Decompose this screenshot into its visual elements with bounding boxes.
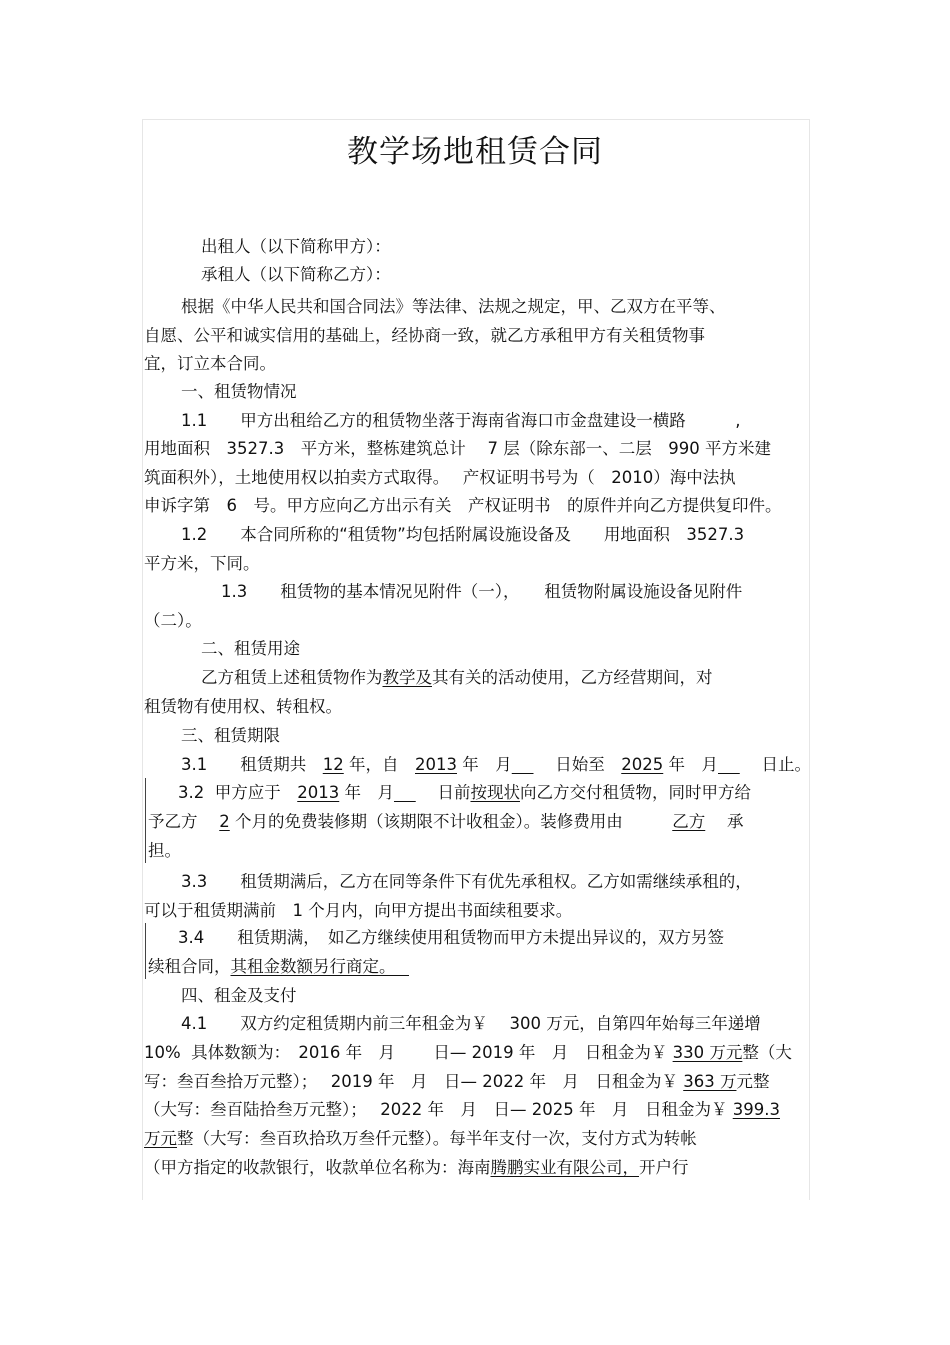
clause-3-3-line-1: 3.3 租赁期满后，乙方在同等条件下有优先承租权。乙方如需继续承租的， [181, 872, 752, 891]
clause-1-3-line-2: （二）。 [144, 611, 202, 630]
preamble-line-3: 宜，订立本合同。 [144, 354, 276, 373]
section-1-heading: 一、租赁物情况 [181, 382, 297, 401]
clause-3-1: 3.1 租赁期共 12 年，自 2013 年 月 日始至 2025 年 月 日止。 [181, 755, 811, 774]
clause-4-1-line-2: 10% 具体数额为： 2016 年 月 日— 2019 年 月 日租金为￥ 330 万元整（大 [144, 1043, 792, 1062]
clause-1-1-line-4: 申诉字第 6 号。甲方应向乙方出示有关 产权证明书 的原件并向乙方提供复印件。 [144, 496, 782, 515]
preamble-line-2: 自愿、公平和诚实信用的基础上，经协商一致，就乙方承租甲方有关租赁物事 [144, 326, 705, 345]
clause-1-1-line-2: 用地面积 3527.3 平方米，整栋建筑总计 7 层（除东部一、二层 990 平方米建 [144, 439, 771, 458]
clause-3-2-line-1: 3.2 甲方应于 2013 年 月 日前按现状向乙方交付租赁物，同时甲方给 [178, 783, 751, 802]
lessor-line: 出租人（以下简称甲方）： [201, 237, 391, 256]
section-4-heading: 四、租金及支付 [181, 986, 297, 1005]
preamble-line-1: 根据《中华人民共和国合同法》等法律、法规之规定，甲、乙双方在平等、 [181, 297, 726, 316]
clause-1-3-line-1: 1.3 租赁物的基本情况见附件（一）， 租赁物附属设施设备见附件 [221, 582, 743, 601]
clause-4-1-line-6: （甲方指定的收款银行，收款单位名称为：海南腾鹏实业有限公司，开户行 [144, 1158, 689, 1177]
payee-name: 腾鹏实业有限公司， [490, 1158, 639, 1177]
rent-amount-2: 363 万 [683, 1072, 737, 1091]
clause-4-1-line-4: （大写：叁百陆拾叁万元整）； 2022 年 月 日— 2025 年 月 日租金为￥ 399.3 [144, 1100, 780, 1119]
clause-3-2-line-2: 予乙方 2 个月的免费装修期（该期限不计收租金）。装修费用由 乙方 承 [148, 812, 744, 831]
section-3-heading: 三、租赁期限 [181, 726, 280, 745]
delivery-year: 2013 [297, 783, 340, 802]
usage-underlined: 教学及 [382, 668, 432, 687]
rent-amount-1: 330 万元 [672, 1043, 743, 1062]
section-2-line-1: 乙方租赁上述租赁物作为教学及其有关的活动使用，乙方经营期间，对 [201, 668, 713, 687]
renovation-payer: 乙方 [672, 812, 706, 831]
start-year: 2013 [415, 755, 457, 774]
clause-1-1-line-1: 1.1 甲方出租给乙方的租赁物坐落于海南省海口市金盘建设一横路 , [181, 411, 741, 430]
clause-3-3-line-2: 可以于租赁期满前 1 个月内，向甲方提出书面续租要求。 [144, 901, 573, 920]
clause-4-1-line-1: 4.1 双方约定租赁期内前三年租金为￥ 300 万元，自第四年始每三年递增 [181, 1014, 761, 1033]
clause-3-2-line-3: 担。 [148, 841, 181, 860]
delivery-condition: 按现状 [470, 783, 520, 802]
rent-amount-3: 399.3 [732, 1100, 780, 1119]
clause-4-1-line-5: 万元整（大写：叁百玖拾玖万叁仟元整）。每半年支付一次，支付方式为转帐 [144, 1129, 697, 1148]
end-year: 2025 [621, 755, 664, 774]
section-2-line-2: 租赁物有使用权、转租权。 [144, 697, 342, 716]
section-2-heading: 二、租赁用途 [201, 639, 300, 658]
clause-4-1-line-3: 写：叁百叁拾万元整）； 2019 年 月 日— 2022 年 月 日租金为￥ 363 万元整 [144, 1072, 770, 1091]
clause-1-2-line-1: 1.2 本合同所称的“租赁物”均包括附属设施设备及 用地面积 3527.3 [181, 525, 745, 544]
document-title: 教学场地租赁合同 [347, 134, 603, 170]
clause-1-2-line-2: 平方米，下同。 [144, 554, 260, 573]
lessee-line: 承租人（以下简称乙方）： [201, 265, 391, 284]
renewal-rent-note: 其租金数额另行商定。 [230, 957, 409, 976]
clause-3-4-line-1: 3.4 租赁期满， 如乙方继续使用租赁物而甲方未提出异议的，双方另签 [178, 928, 724, 947]
free-months: 2 [219, 812, 230, 831]
margin-mark-3-4 [145, 923, 146, 979]
clause-1-1-line-3: 筑面积外），土地使用权以拍卖方式取得。 产权证明书号为（ 2010）海中法执 [144, 468, 736, 487]
lease-years: 12 [322, 755, 344, 774]
margin-mark-3-2 [145, 778, 146, 863]
clause-3-4-line-2: 续租合同，其租金数额另行商定。 [148, 957, 409, 976]
